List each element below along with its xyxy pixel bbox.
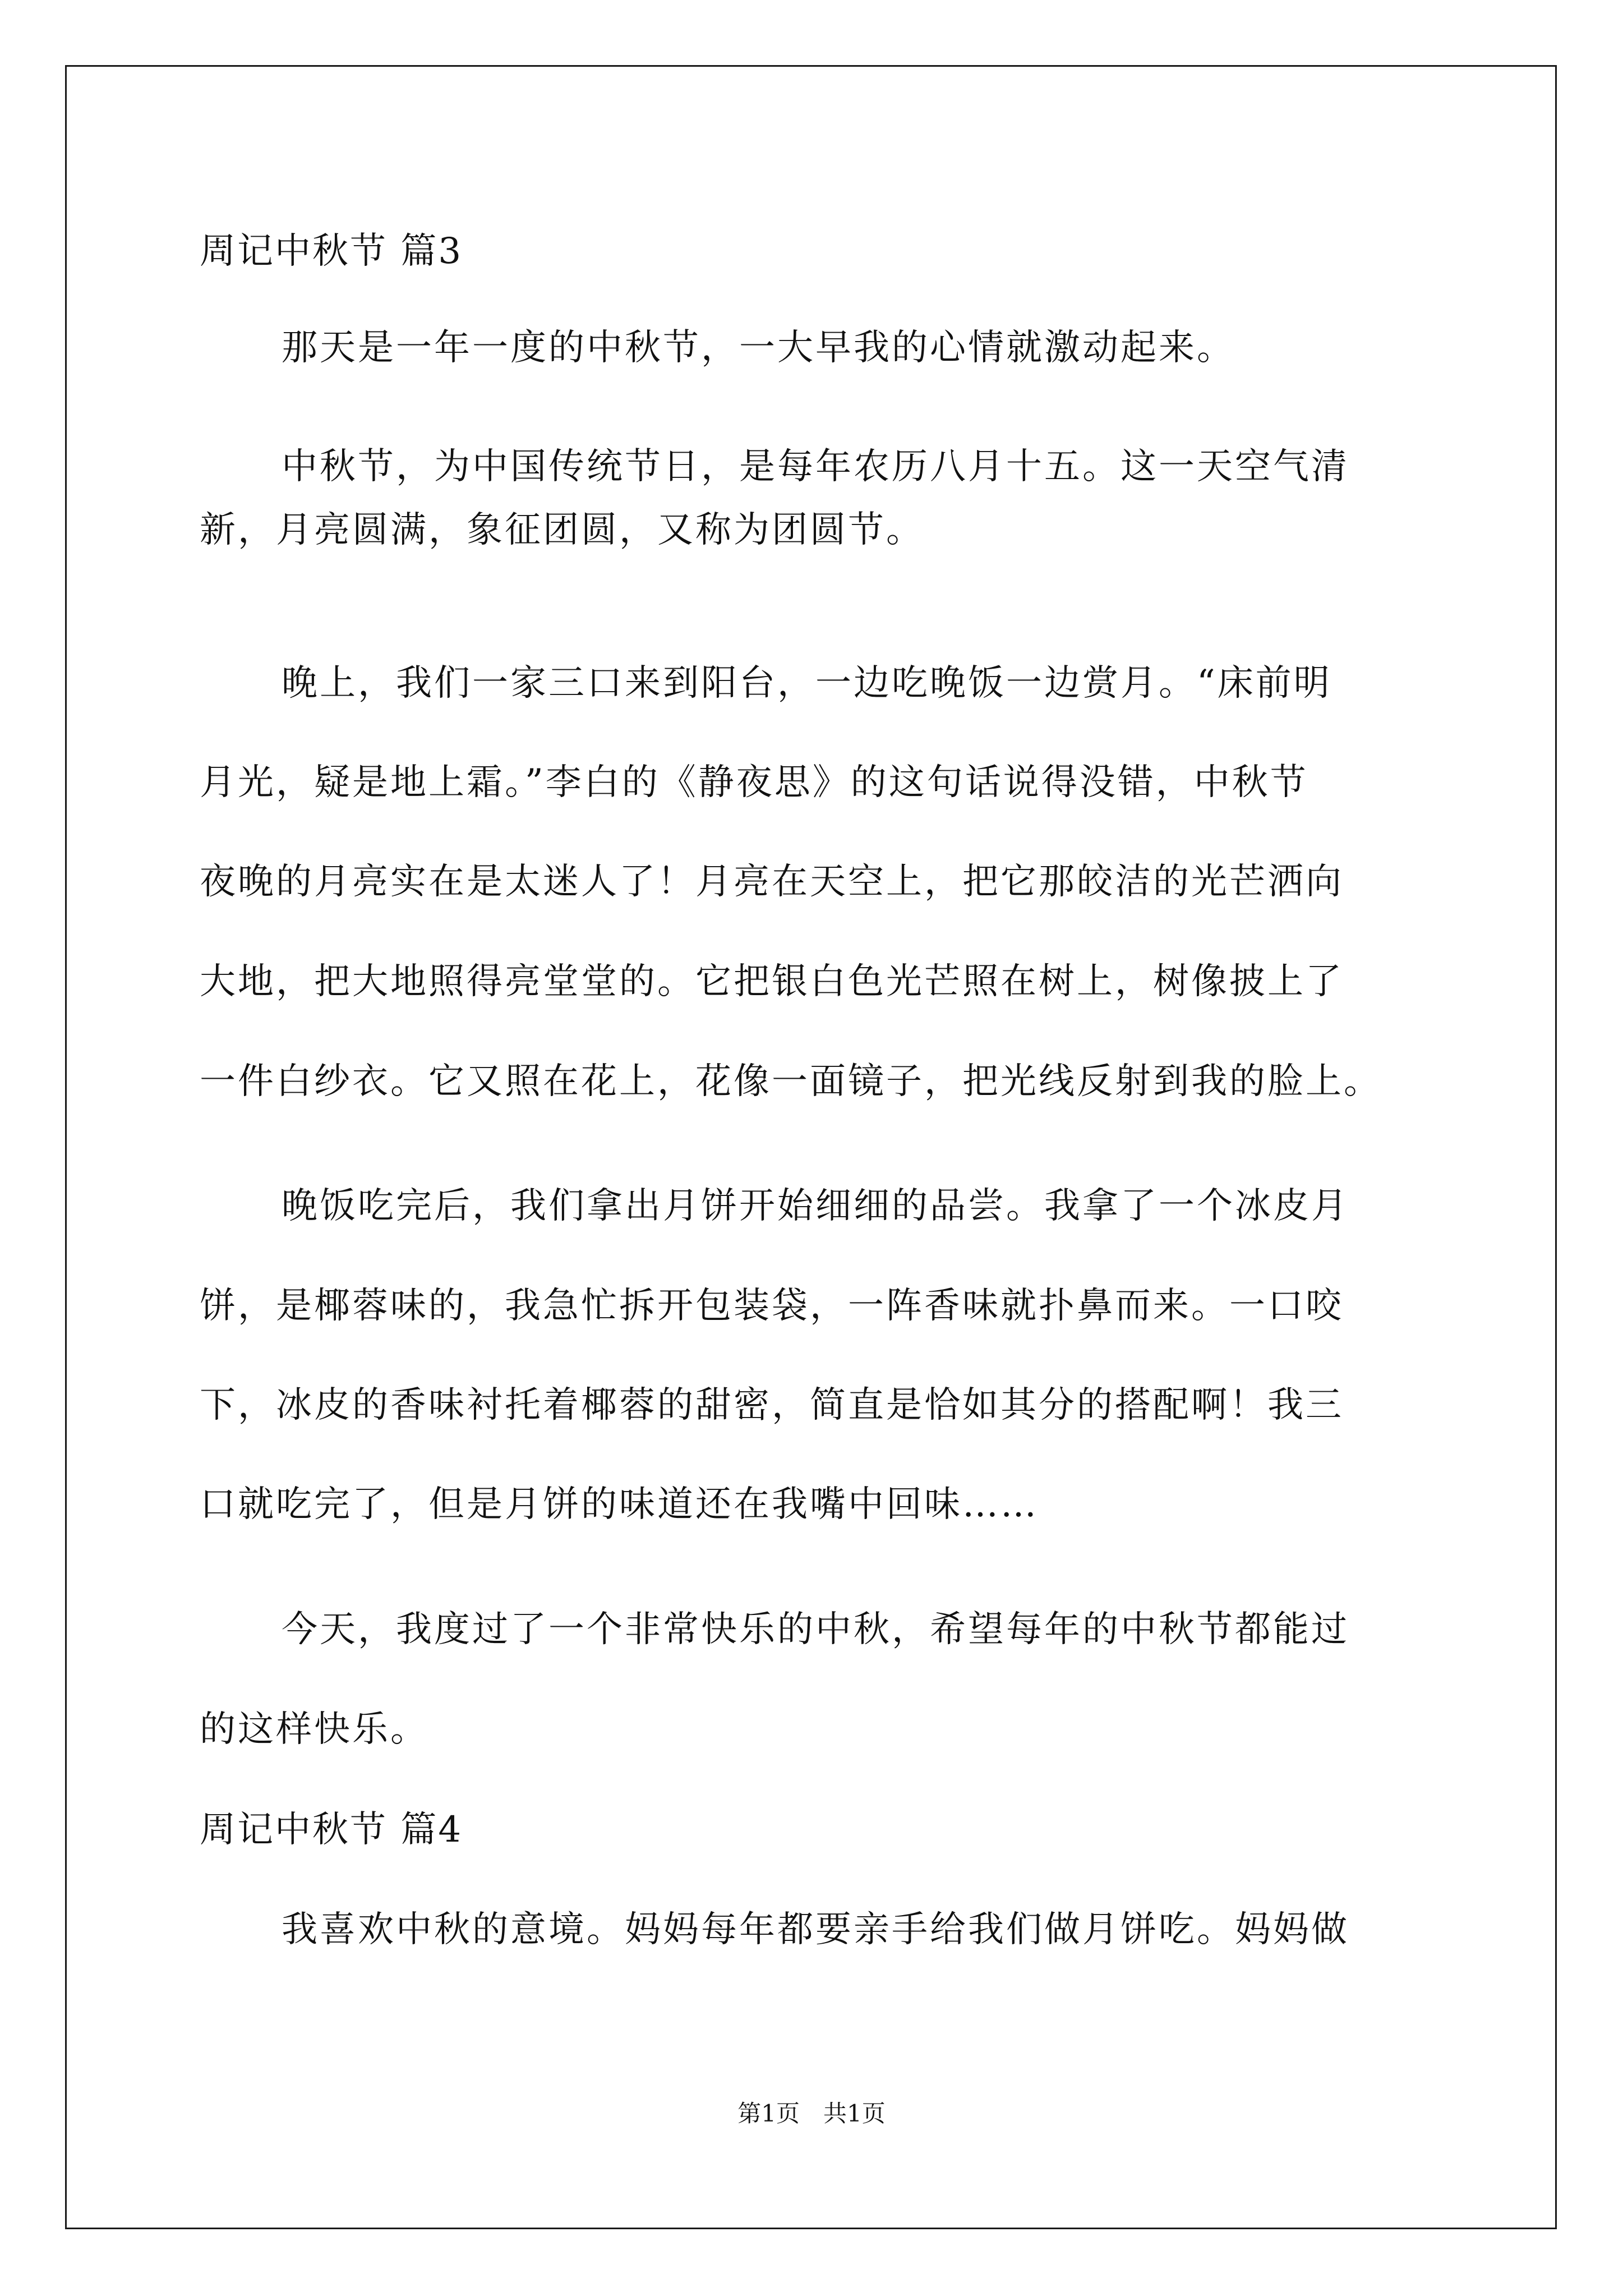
page-number-footer: 第1页 共1页	[737, 2100, 886, 2127]
paragraph-line: 我喜欢中秋的意境。妈妈每年都要亲手给我们做月饼吃。妈妈做	[282, 1909, 1349, 1950]
paragraph-line: 饼，是椰蓉味的，我急忙拆开包装袋，一阵香味就扑鼻而来。一口咬	[200, 1285, 1344, 1327]
section-heading-4: 周记中秋节 篇4	[200, 1809, 463, 1851]
paragraph-line: 的这样快乐。	[200, 1709, 428, 1750]
paragraph-line: 晚饭吃完后，我们拿出月饼开始细细的品尝。我拿了一个冰皮月	[282, 1185, 1349, 1227]
paragraph-line: 中秋节，为中国传统节日，是每年农历八月十五。这一天空气清	[282, 446, 1349, 487]
paragraph-line: 晚上，我们一家三口来到阳台，一边吃晚饭一边赏月。“床前明	[282, 662, 1332, 704]
paragraph-line: 口就吃完了，但是月饼的味道还在我嘴中回味……	[200, 1484, 1039, 1525]
section-heading-3: 周记中秋节 篇3	[200, 231, 463, 272]
page-border	[65, 65, 1557, 2229]
paragraph-line: 一件白纱衣。它又照在花上，花像一面镜子，把光线反射到我的脸上。	[200, 1061, 1382, 1102]
paragraph-line: 月光，疑是地上霜。”李白的《静夜思》的这句话说得没错，中秋节	[200, 762, 1308, 803]
paragraph-line: 今天，我度过了一个非常快乐的中秋，希望每年的中秋节都能过	[282, 1609, 1349, 1650]
paragraph-line: 夜晚的月亮实在是太迷人了！月亮在天空上，把它那皎洁的光芒洒向	[200, 861, 1344, 903]
paragraph-line: 那天是一年一度的中秋节，一大早我的心情就激动起来。	[282, 327, 1235, 369]
paragraph-line: 大地，把大地照得亮堂堂的。它把银白色光芒照在树上，树像披上了	[200, 961, 1344, 1002]
paragraph-line: 新，月亮圆满，象征团圆，又称为团圆节。	[200, 509, 924, 551]
paragraph-line: 下，冰皮的香味衬托着椰蓉的甜密，简直是恰如其分的搭配啊！我三	[200, 1384, 1344, 1426]
